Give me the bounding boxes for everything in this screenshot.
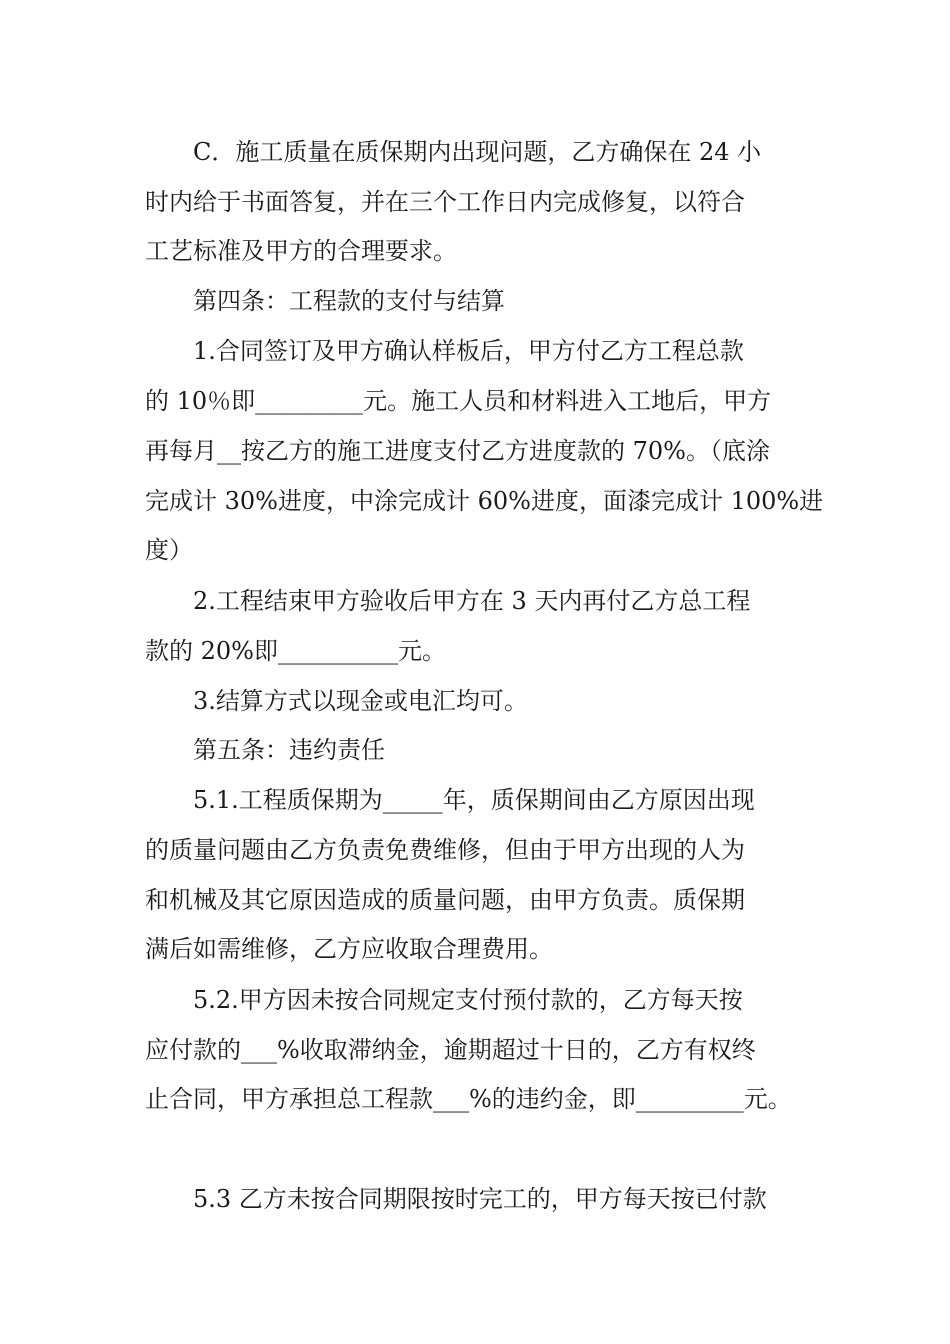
text-line: 5.1.工程质保期为_____年，质保期间由乙方原因出现 <box>145 786 755 814</box>
section-heading: 第四条：工程款的支付与结算 <box>145 287 505 315</box>
text-line: 工艺标准及甲方的合理要求。 <box>145 237 457 265</box>
section-heading: 第五条：违约责任 <box>145 736 385 764</box>
text-line: 满后如需维修，乙方应收取合理费用。 <box>145 935 553 963</box>
text-line: 2.工程结束甲方验收后甲方在 3 天内再付乙方总工程 <box>145 587 751 615</box>
text-line: 的质量问题由乙方负责免费维修，但由于甲方出现的人为 <box>145 836 745 864</box>
text-line: 应付款的___%收取滞纳金，逾期超过十日的，乙方有权终 <box>145 1036 756 1064</box>
text-line: 3.结算方式以现金或电汇均可。 <box>145 687 528 715</box>
text-line: 度） <box>145 536 193 564</box>
text-line: 5.3 乙方未按合同期限按时完工的，甲方每天按已付款 <box>145 1185 767 1213</box>
text-line: 止合同，甲方承担总工程款___%的违约金，即_________元。 <box>145 1085 792 1113</box>
text-line: 再每月__按乙方的施工进度支付乙方进度款的 70%。（底涂 <box>145 437 770 465</box>
text-line: C．施工质量在质保期内出现问题，乙方确保在 24 小 <box>145 138 762 166</box>
text-line: 完成计 30%进度，中涂完成计 60%进度，面漆完成计 100%进 <box>145 487 824 515</box>
text-line: 款的 20%即__________元。 <box>145 637 446 665</box>
text-line: 和机械及其它原因造成的质量问题，由甲方负责。质保期 <box>145 886 745 914</box>
text-line: 5.2.甲方因未按合同规定支付预付款的，乙方每天按 <box>145 986 743 1014</box>
text-line: 1.合同签订及甲方确认样板后，甲方付乙方工程总款 <box>145 337 744 365</box>
text-line: 时内给于书面答复，并在三个工作日内完成修复，以符合 <box>145 188 745 216</box>
text-line: 的 10％即_________元。施工人员和材料进入工地后，甲方 <box>145 387 772 415</box>
